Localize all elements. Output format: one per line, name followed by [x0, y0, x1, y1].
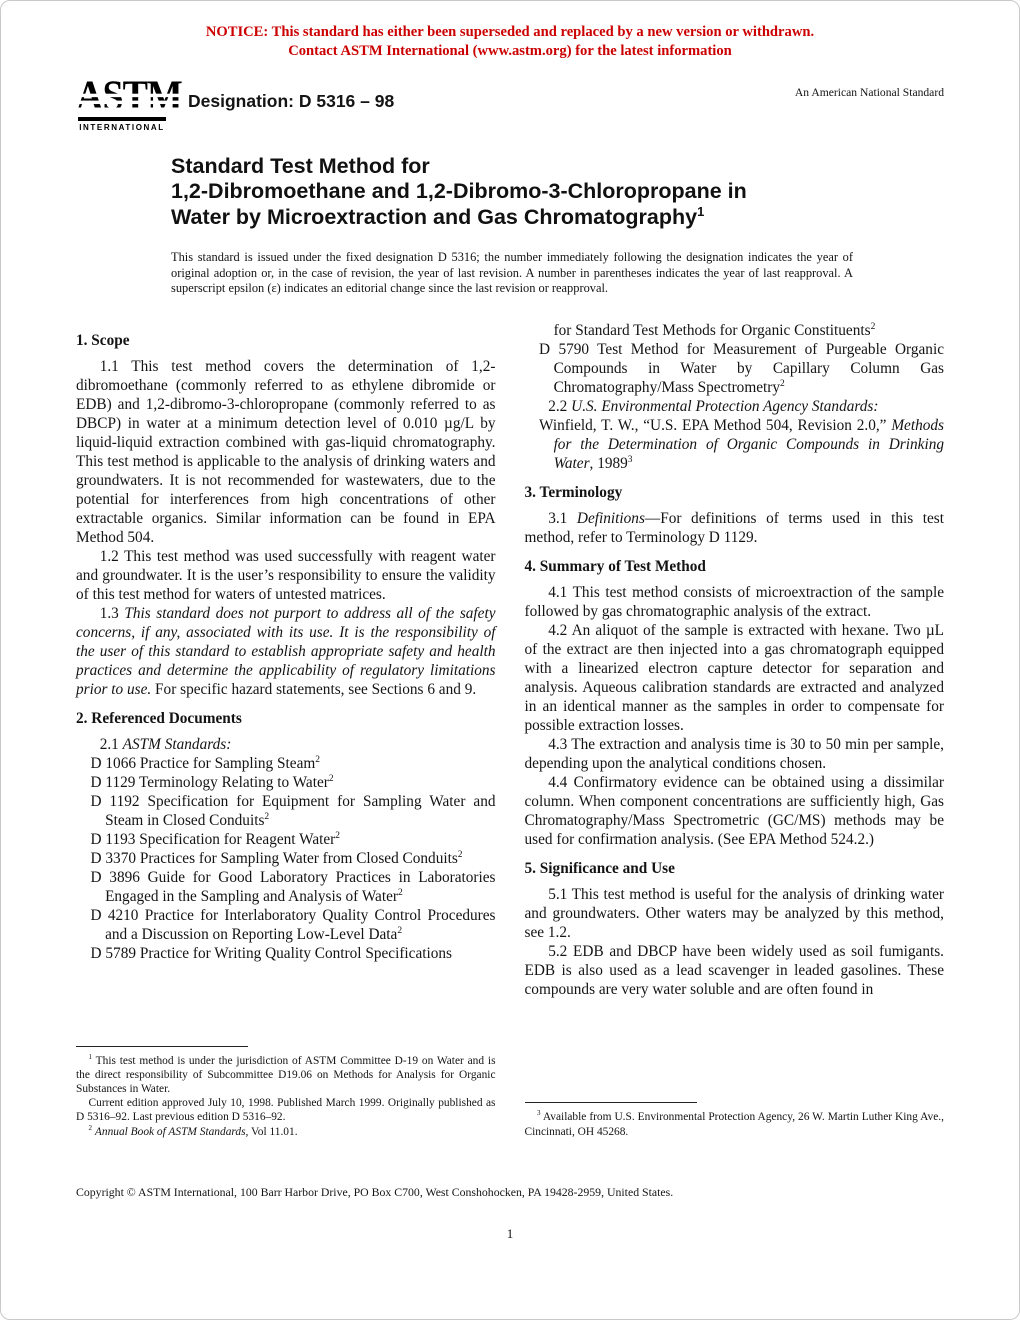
text-segment: Current edition approved July 10, 1998. Published March 1999. Originally published as D 5316–92. Last previous edition D 5316–92.: [76, 1097, 496, 1124]
logo-stripe: [74, 101, 184, 104]
paragraph: [76, 357, 496, 547]
text-segment: 3.1: [548, 509, 577, 527]
paragraph: [525, 621, 945, 735]
paragraph: [76, 604, 496, 699]
section-heading: [525, 483, 945, 502]
reference-item: [76, 792, 496, 830]
text-segment: 2.2: [548, 397, 572, 415]
left-column-text: [76, 321, 496, 963]
footnote-ref: 2: [870, 321, 876, 332]
left-column: [76, 321, 496, 1139]
text-segment: D 5789 Practice for Writing Quality Control Specifications: [90, 944, 453, 962]
text-segment: Methods for the Determination of Organic Compounds in Drinking Water: [553, 416, 944, 472]
text-segment: 4.3 The extraction and analysis time is 30 to 50 min per sample, depending upon the analytical conditions chosen.: [524, 735, 944, 772]
text-segment: 5. Significance and Use: [524, 859, 675, 877]
footnote: [76, 1096, 496, 1124]
footnote-separator: [525, 1102, 697, 1103]
footnote-separator: [76, 1046, 248, 1047]
document-header: [1, 61, 1019, 132]
text-segment: Definitions: [576, 509, 645, 527]
text-segment: Annual Book of ASTM Standards,: [94, 1125, 249, 1138]
footnote-ref: 2: [315, 754, 320, 765]
reference-item: [76, 868, 496, 906]
issued-note: This standard is issued under the fixed designation D 5316; the number immediately following the designation indicates the year of original adoption or, in the case of revision, the year of last revision. A number in parentheses indicates the year of last reapproval. A superscript epsilon (ε) indicates an editorial change since the last revision or reapproval.: [171, 250, 853, 296]
text-segment: ASTM Standards:: [122, 735, 232, 753]
document-title: [171, 154, 944, 231]
footnote-ref: 2: [780, 378, 785, 389]
title-line-text: Water by Microextraction and Gas Chromatography: [171, 204, 698, 229]
text-segment: , 1989: [589, 454, 628, 472]
text-segment: Winfield, T. W., “U.S. EPA Method 504, Revision 2.0,”: [539, 416, 892, 434]
text-segment: 2.1: [99, 735, 123, 753]
reference-item: [76, 849, 496, 868]
text-segment: U.S. Environmental Protection Agency Standards:: [571, 397, 879, 415]
section-heading: [525, 557, 945, 576]
footnote-ref: 2: [328, 773, 334, 784]
notice-line-2: Contact ASTM International (www.astm.org) for the latest information: [288, 43, 732, 59]
text-segment: For specific hazard statements, see Sections 6 and 9.: [151, 680, 477, 698]
text-segment: 4.2 An aliquot of the sample is extracted with hexane. Two µL of the extract are then injected into a gas chromatograph equipped with a linearized electron capture detector for separation and analysis. Aqueous calibration standards are extracted and analyzed in an identical manner as the samples in order to compensate for possible extraction losses.: [524, 621, 944, 734]
reference-item: [76, 906, 496, 944]
text-segment: This standard does not purport to address all of the safety concerns, if any, associated with its use. It is the responsibility of the user of this standard to establish appropriate safety and health practices and determine the applicability of regulatory limitations prior to use.: [76, 604, 496, 698]
text-segment: 4.1 This test method consists of microextraction of the sample followed by gas chromatographic analysis of the extract.: [524, 583, 944, 620]
page-number: 1: [506, 1225, 514, 1241]
text-segment: —For definitions of terms used in this test method, refer to Terminology D 1129.: [524, 509, 944, 546]
right-column-text: [525, 321, 945, 999]
footnote-ref: 1: [88, 1052, 93, 1061]
footnote-ref: 2: [457, 849, 463, 860]
reference-item: [525, 416, 945, 473]
astm-logo-acronym: [76, 74, 182, 118]
reference-item: [76, 830, 496, 849]
text-segment: 1.3: [99, 604, 125, 622]
reference-item: [76, 773, 496, 792]
text-segment: D 3370 Practices for Sampling Water from Closed Conduits: [90, 849, 458, 867]
logo-stripe: [74, 94, 184, 97]
footnote-ref: 2: [397, 925, 403, 936]
supersession-notice: [1, 1, 1019, 61]
paragraph: [525, 397, 945, 416]
footnote: [76, 1054, 496, 1097]
paragraph: [525, 885, 945, 942]
text-segment: D 3896 Guide for Good Laboratory Practices in Laboratories Engaged in the Sampling and Analysis of Water: [90, 868, 496, 905]
right-footnotes-list: [525, 1110, 945, 1138]
text-segment: D 1192 Specification for Equipment for Sampling Water and Steam in Closed Conduits: [90, 792, 496, 829]
footnote-ref: 2: [264, 811, 270, 822]
text-segment: D 5790 Test Method for Measurement of Purgeable Organic Compounds in Water by Capillary Column Gas Chromatography/Mass Spectrometry: [539, 340, 944, 396]
text-segment: D 1129 Terminology Relating to Water: [90, 773, 329, 791]
title-line: [171, 205, 944, 231]
text-segment: This test method is under the jurisdiction of ASTM Committee D-19 on Water and is the direct responsibility of Subcommittee D19.06 on Methods for Analysis for Organic Substances in Water.: [76, 1054, 496, 1095]
paragraph: [525, 773, 945, 849]
text-segment: 1.2 This test method was used successfully with reagent water and groundwater. It is the user’s responsibility to ensure the validity of this test method for waters of untested matrices.: [76, 547, 496, 603]
text-segment: D 1066 Practice for Sampling Steam: [90, 754, 316, 772]
section-heading: [76, 331, 496, 350]
american-national-standard-note: An American National Standard: [794, 86, 944, 99]
paragraph: [525, 583, 945, 621]
astm-logo: [76, 77, 168, 132]
title-footnote-ref: 1: [697, 203, 705, 219]
footnote-ref: 2: [335, 830, 340, 841]
paragraph: [525, 735, 945, 773]
text-segment: 4. Summary of Test Method: [524, 557, 706, 575]
astm-logo-subtitle: INTERNATIONAL: [79, 122, 165, 132]
copyright-line: Copyright © ASTM International, 100 Barr Harbor Drive, PO Box C700, West Conshohocken, PA 19428-2959, United States.: [76, 1184, 674, 1199]
right-footnotes: [525, 1088, 945, 1138]
reference-item: [525, 321, 945, 340]
designation-value: D 5316 – 98: [298, 91, 395, 111]
text-segment: 5.2 EDB and DBCP have been widely used as soil fumigants. EDB is also used as a lead scavenger in leaded gasolines. These compounds are very water soluble and are often found in: [524, 942, 944, 998]
footnote-ref: 3: [627, 454, 633, 465]
footnote-ref: 3: [537, 1109, 541, 1118]
text-segment: 1. Scope: [76, 331, 130, 349]
text-segment: 5.1 This test method is useful for the analysis of drinking water and groundwaters. Other waters may be analyzed by this method, see 1.2.: [524, 885, 944, 941]
designation: [188, 77, 394, 112]
left-footnotes-list: [76, 1054, 496, 1139]
text-segment: 1.1 This test method covers the determination of 1,2-dibromoethane (commonly referred to as ethylene dibromide or EDB) and 1,2-dibromo-3-chloropropane (commonly referred to as DBCP) in water at a minimum detection level of 0.010 µg/L by liquid-liquid extraction combined with gas-liquid chromatography. This test method is applicable to the analysis of drinking waters and groundwaters. It is not recommended for wastewaters, due to the potential for interferences from high concentrations of other extractable organics. Similar information can be found in EPA Method 504.: [76, 357, 496, 546]
paragraph: [76, 735, 496, 754]
document-body: [76, 321, 944, 1139]
right-column: [525, 321, 945, 1139]
footnote-ref: 2: [397, 887, 403, 898]
left-footnotes: [76, 1032, 496, 1139]
text-segment: for Standard Test Methods for Organic Constituents: [553, 321, 871, 339]
section-heading: [76, 709, 496, 728]
paragraph: [76, 547, 496, 604]
text-segment: 3. Terminology: [524, 483, 623, 501]
text-segment: Vol 11.01.: [248, 1125, 298, 1138]
footnote-ref: 2: [88, 1123, 93, 1132]
designation-label: Designation:: [188, 91, 294, 111]
text-segment: Available from U.S. Environmental Protection Agency, 26 W. Martin Luther King Ave., Cincinnati, OH 45268.: [524, 1111, 944, 1138]
text-segment: D 4210 Practice for Interlaboratory Quality Control Procedures and a Discussion on Reporting Low-Level Data: [90, 906, 496, 943]
text-segment: D 1193 Specification for Reagent Water: [90, 830, 336, 848]
reference-item: [525, 340, 945, 397]
paragraph: [525, 942, 945, 999]
text-segment: 4.4 Confirmatory evidence can be obtained using a dissimilar column. When component concentrations are sufficiently high, Gas Chromatography/Mass Spectrometric (GC/MS) methods may be used for confirmation analysis. (See EPA Method 524.2.): [524, 773, 944, 848]
title-line: Standard Test Method for: [171, 153, 430, 178]
logo-stripe: [74, 108, 184, 111]
footnote: [76, 1125, 496, 1139]
title-line: 1,2-Dibromoethane and 1,2-Dibromo-3-Chloropropane in: [171, 179, 747, 203]
reference-item: [76, 944, 496, 963]
paragraph: [525, 509, 945, 547]
reference-item: [76, 754, 496, 773]
section-heading: [525, 859, 945, 878]
text-segment: 2. Referenced Documents: [76, 709, 242, 727]
footnote: [525, 1110, 945, 1138]
notice-line-1: NOTICE: This standard has either been superseded and replaced by a new version or withdrawn.: [205, 24, 815, 40]
